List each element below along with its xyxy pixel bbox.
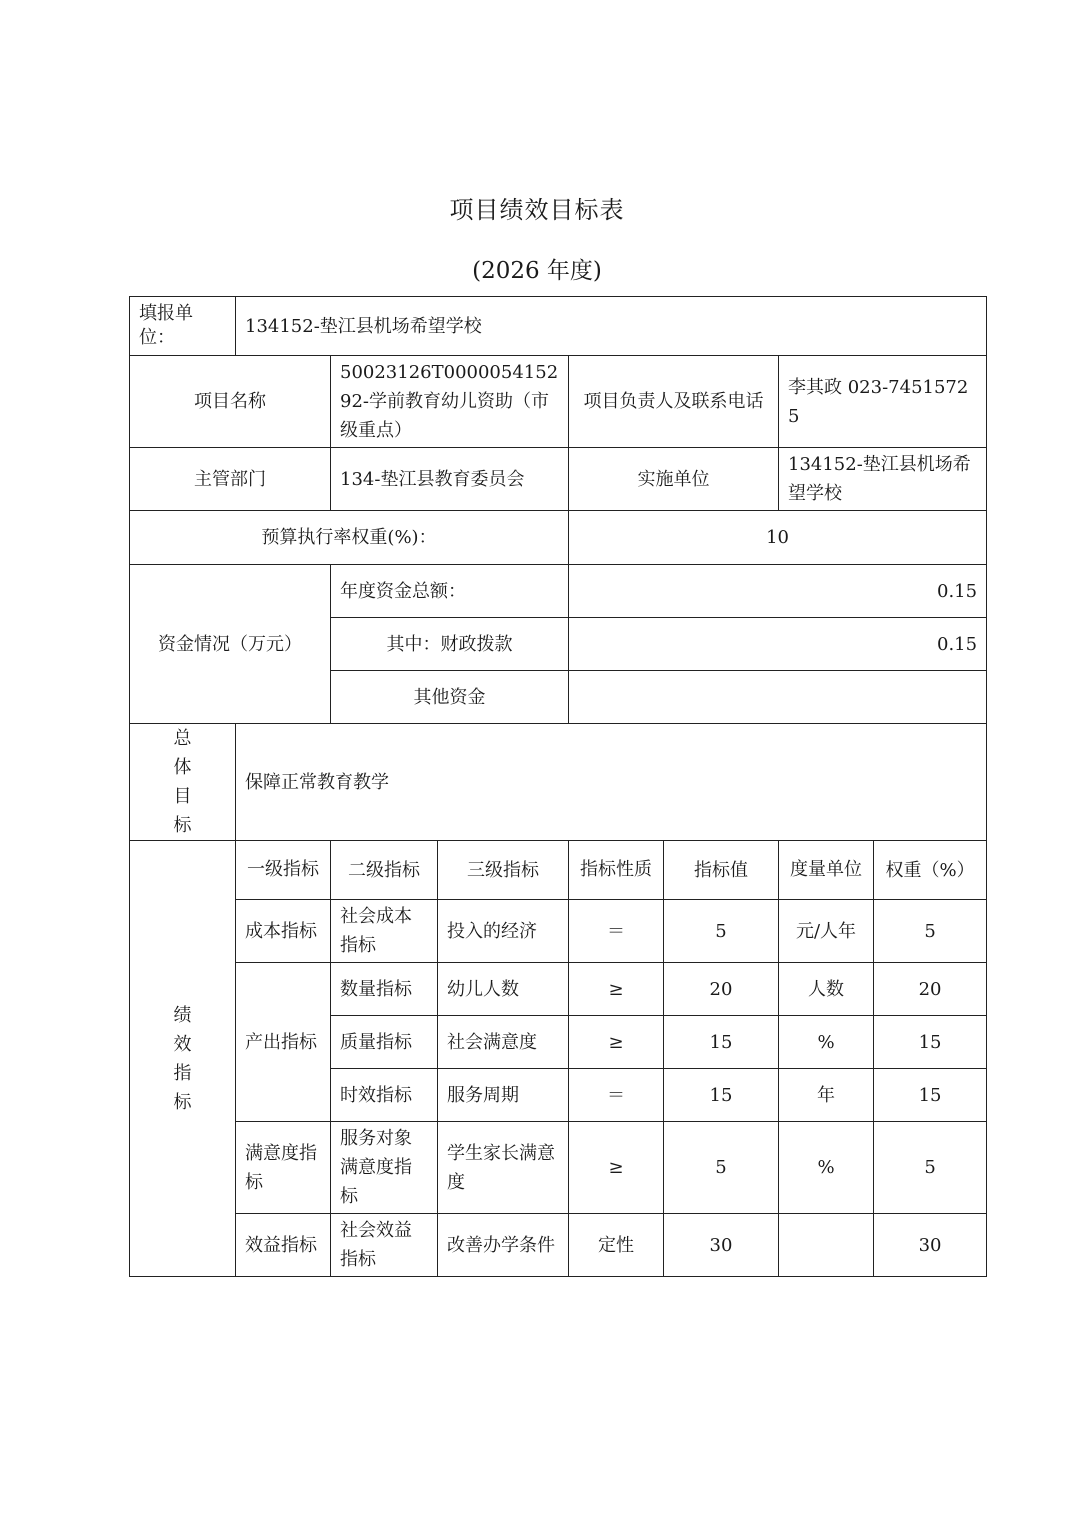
row-unit: % [779, 1122, 874, 1214]
row-value: 20 [664, 963, 779, 1016]
indicators-label: 绩效指标 [130, 841, 236, 1277]
row-weight: 5 [874, 900, 987, 963]
funds-total-value: 0.15 [569, 565, 987, 618]
row-weight: 20 [874, 963, 987, 1016]
row-level1: 满意度指标 [236, 1122, 331, 1214]
row-nature: ≥ [569, 1122, 664, 1214]
overall-goal-value: 保障正常教育教学 [236, 724, 987, 841]
funds-other-value [569, 671, 987, 724]
funds-fiscal-label: 其中：财政拨款 [331, 618, 569, 671]
budget-rate-value: 10 [569, 511, 987, 565]
unit-value: 134152-垫江县机场希望学校 [236, 297, 987, 356]
row-level2: 数量指标 [331, 963, 438, 1016]
row-level3: 社会满意度 [438, 1016, 569, 1069]
dept-label: 主管部门 [130, 448, 331, 511]
overall-goal-label: 总体目标 [130, 724, 236, 841]
row-level3: 服务周期 [438, 1069, 569, 1122]
row-level2: 社会成本指标 [331, 900, 438, 963]
row-unit: % [779, 1016, 874, 1069]
header-level1: 一级指标 [236, 841, 331, 900]
impl-unit-value: 134152-垫江县机场希望学校 [779, 448, 987, 511]
row-value: 5 [664, 900, 779, 963]
row-value: 15 [664, 1016, 779, 1069]
row-level2: 时效指标 [331, 1069, 438, 1122]
row-unit: 人数 [779, 963, 874, 1016]
dept-value: 134-垫江县教育委员会 [331, 448, 569, 511]
row-weight: 15 [874, 1069, 987, 1122]
page-title: 项目绩效目标表 [449, 196, 625, 224]
row-level1: 效益指标 [236, 1214, 331, 1277]
row-value: 5 [664, 1122, 779, 1214]
header-level3: 三级指标 [438, 841, 569, 900]
row-weight: 30 [874, 1214, 987, 1277]
header-unit: 度量单位 [779, 841, 874, 900]
row-nature: ≥ [569, 963, 664, 1016]
row-level3: 学生家长满意度 [438, 1122, 569, 1214]
page-subtitle-year: (2026 年度) [472, 258, 602, 284]
row-level1: 成本指标 [236, 900, 331, 963]
row-level3: 改善办学条件 [438, 1214, 569, 1277]
funds-other-label: 其他资金 [331, 671, 569, 724]
row-nature: ＝ [569, 1069, 664, 1122]
project-name-value: 50023126T000005415292-学前教育幼儿资助（市级重点） [331, 356, 569, 448]
row-level3: 投入的经济 [438, 900, 569, 963]
header-weight: 权重（%） [874, 841, 987, 900]
row-nature: ≥ [569, 1016, 664, 1069]
header-level2: 二级指标 [331, 841, 438, 900]
row-nature: 定性 [569, 1214, 664, 1277]
project-name-label: 项目名称 [130, 356, 331, 448]
budget-rate-label: 预算执行率权重(%)： [130, 511, 569, 565]
performance-target-table [129, 296, 987, 1277]
row-level2: 社会效益指标 [331, 1214, 438, 1277]
header-nature: 指标性质 [569, 841, 664, 900]
row-level2: 服务对象满意度指标 [331, 1122, 438, 1214]
row-level3: 幼儿人数 [438, 963, 569, 1016]
unit-label: 填报单位： [130, 297, 236, 356]
row-weight: 15 [874, 1016, 987, 1069]
row-value: 15 [664, 1069, 779, 1122]
funds-fiscal-value: 0.15 [569, 618, 987, 671]
impl-unit-label: 实施单位 [569, 448, 779, 511]
row-unit: 年 [779, 1069, 874, 1122]
row-nature: ＝ [569, 900, 664, 963]
row-unit [779, 1214, 874, 1277]
header-value: 指标值 [664, 841, 779, 900]
row-unit: 元/人年 [779, 900, 874, 963]
contact-value: 李其政 023-74515725 [779, 356, 987, 448]
row-weight: 5 [874, 1122, 987, 1214]
row-level2: 质量指标 [331, 1016, 438, 1069]
row-level1-output: 产出指标 [236, 963, 331, 1122]
funds-label: 资金情况（万元） [130, 565, 331, 724]
funds-total-label: 年度资金总额： [331, 565, 569, 618]
row-value: 30 [664, 1214, 779, 1277]
contact-label: 项目负责人及联系电话 [569, 356, 779, 448]
